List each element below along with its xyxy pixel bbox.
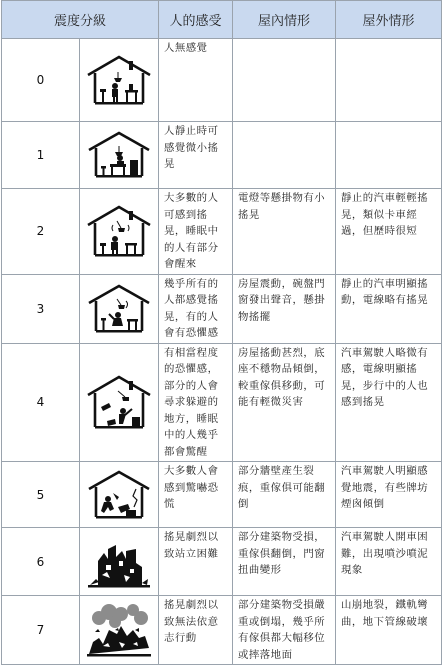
outdoor-situation [336, 39, 442, 122]
indoor-situation [233, 122, 336, 189]
person-feeling: 幾乎所有的人都感覺搖晃，有的人會有恐懼感 [159, 274, 233, 343]
person-feeling: 搖晃劇烈以致站立困難 [159, 528, 233, 596]
outdoor-situation [336, 122, 442, 189]
person-feeling: 大多數的人可感到搖晃，睡眠中的人有部分會醒來 [159, 189, 233, 275]
table-row [2, 122, 442, 189]
building-collapsed-icon [80, 596, 159, 665]
person-feeling: 有相當程度的恐懼感，部分的人會尋求躲避的地方，睡眠中的人幾乎都會驚醒 [159, 343, 233, 462]
person-feeling: 大多數人會感到驚嚇恐慌 [159, 462, 233, 528]
house-person-sitting-icon [80, 122, 159, 189]
indoor-situation: 部分建築物受損，重傢俱翻倒，門窗扭曲變形 [233, 528, 336, 596]
intensity-level: 4 [2, 343, 80, 462]
header-level: 震度分級 [2, 1, 159, 39]
indoor-situation [233, 39, 336, 122]
intensity-level: 6 [2, 528, 80, 596]
outdoor-situation: 汽車駕駛人略微有感，電線明顯搖晃，步行中的人也感到搖晃 [336, 343, 442, 462]
house-objects-falling-icon [80, 343, 159, 462]
outdoor-situation: 汽車駕駛人明顯感覺地震，有些牌坊煙囪傾倒 [336, 462, 442, 528]
indoor-situation: 部分建築物受損嚴重或倒塌，幾乎所有傢俱都大幅移位或摔落地面 [233, 596, 336, 665]
table-row [2, 343, 442, 462]
outdoor-situation: 山崩地裂，鐵軌彎曲，地下管線破壞 [336, 596, 442, 665]
person-feeling: 人無感覺 [159, 39, 233, 122]
outdoor-situation: 汽車駕駛人開車困難，出現噴沙噴泥現象 [336, 528, 442, 596]
intensity-level: 7 [2, 596, 80, 665]
table-row [2, 528, 442, 596]
house-person-startled-icon [80, 274, 159, 343]
header-indoor: 屋內情形 [233, 1, 336, 39]
earthquake-intensity-table [1, 0, 442, 665]
outdoor-situation: 靜止的汽車輕輕搖晃，類似卡車經過，但歷時很短 [336, 189, 442, 275]
intensity-level: 2 [2, 189, 80, 275]
table-row [2, 39, 442, 122]
header-person: 人的感受 [159, 1, 233, 39]
house-cracked-icon [80, 462, 159, 528]
person-feeling: 搖晃劇烈以致無法依意志行動 [159, 596, 233, 665]
intensity-level: 1 [2, 122, 80, 189]
table-row [2, 596, 442, 665]
outdoor-situation: 靜止的汽車明顯搖動，電線略有搖晃 [336, 274, 442, 343]
house-lamp-swaying-icon [80, 189, 159, 275]
header-outdoor: 屋外情形 [336, 1, 442, 39]
indoor-situation: 部分牆壁產生裂痕，重傢俱可能翻倒 [233, 462, 336, 528]
table-row [2, 274, 442, 343]
intensity-level: 3 [2, 274, 80, 343]
table-row [2, 189, 442, 275]
indoor-situation: 房屋震動，碗盤門窗發出聲音，懸掛物搖擺 [233, 274, 336, 343]
building-damaged-icon [80, 528, 159, 596]
indoor-situation: 房屋搖動甚烈，底座不穩物品傾倒，較重傢俱移動，可能有輕微災害 [233, 343, 336, 462]
indoor-situation: 電燈等懸掛物有小搖晃 [233, 189, 336, 275]
person-feeling: 人靜止時可感覺微小搖晃 [159, 122, 233, 189]
house-person-still-icon [80, 39, 159, 122]
intensity-level: 5 [2, 462, 80, 528]
intensity-level: 0 [2, 39, 80, 122]
header-row [2, 1, 442, 39]
table-row [2, 462, 442, 528]
